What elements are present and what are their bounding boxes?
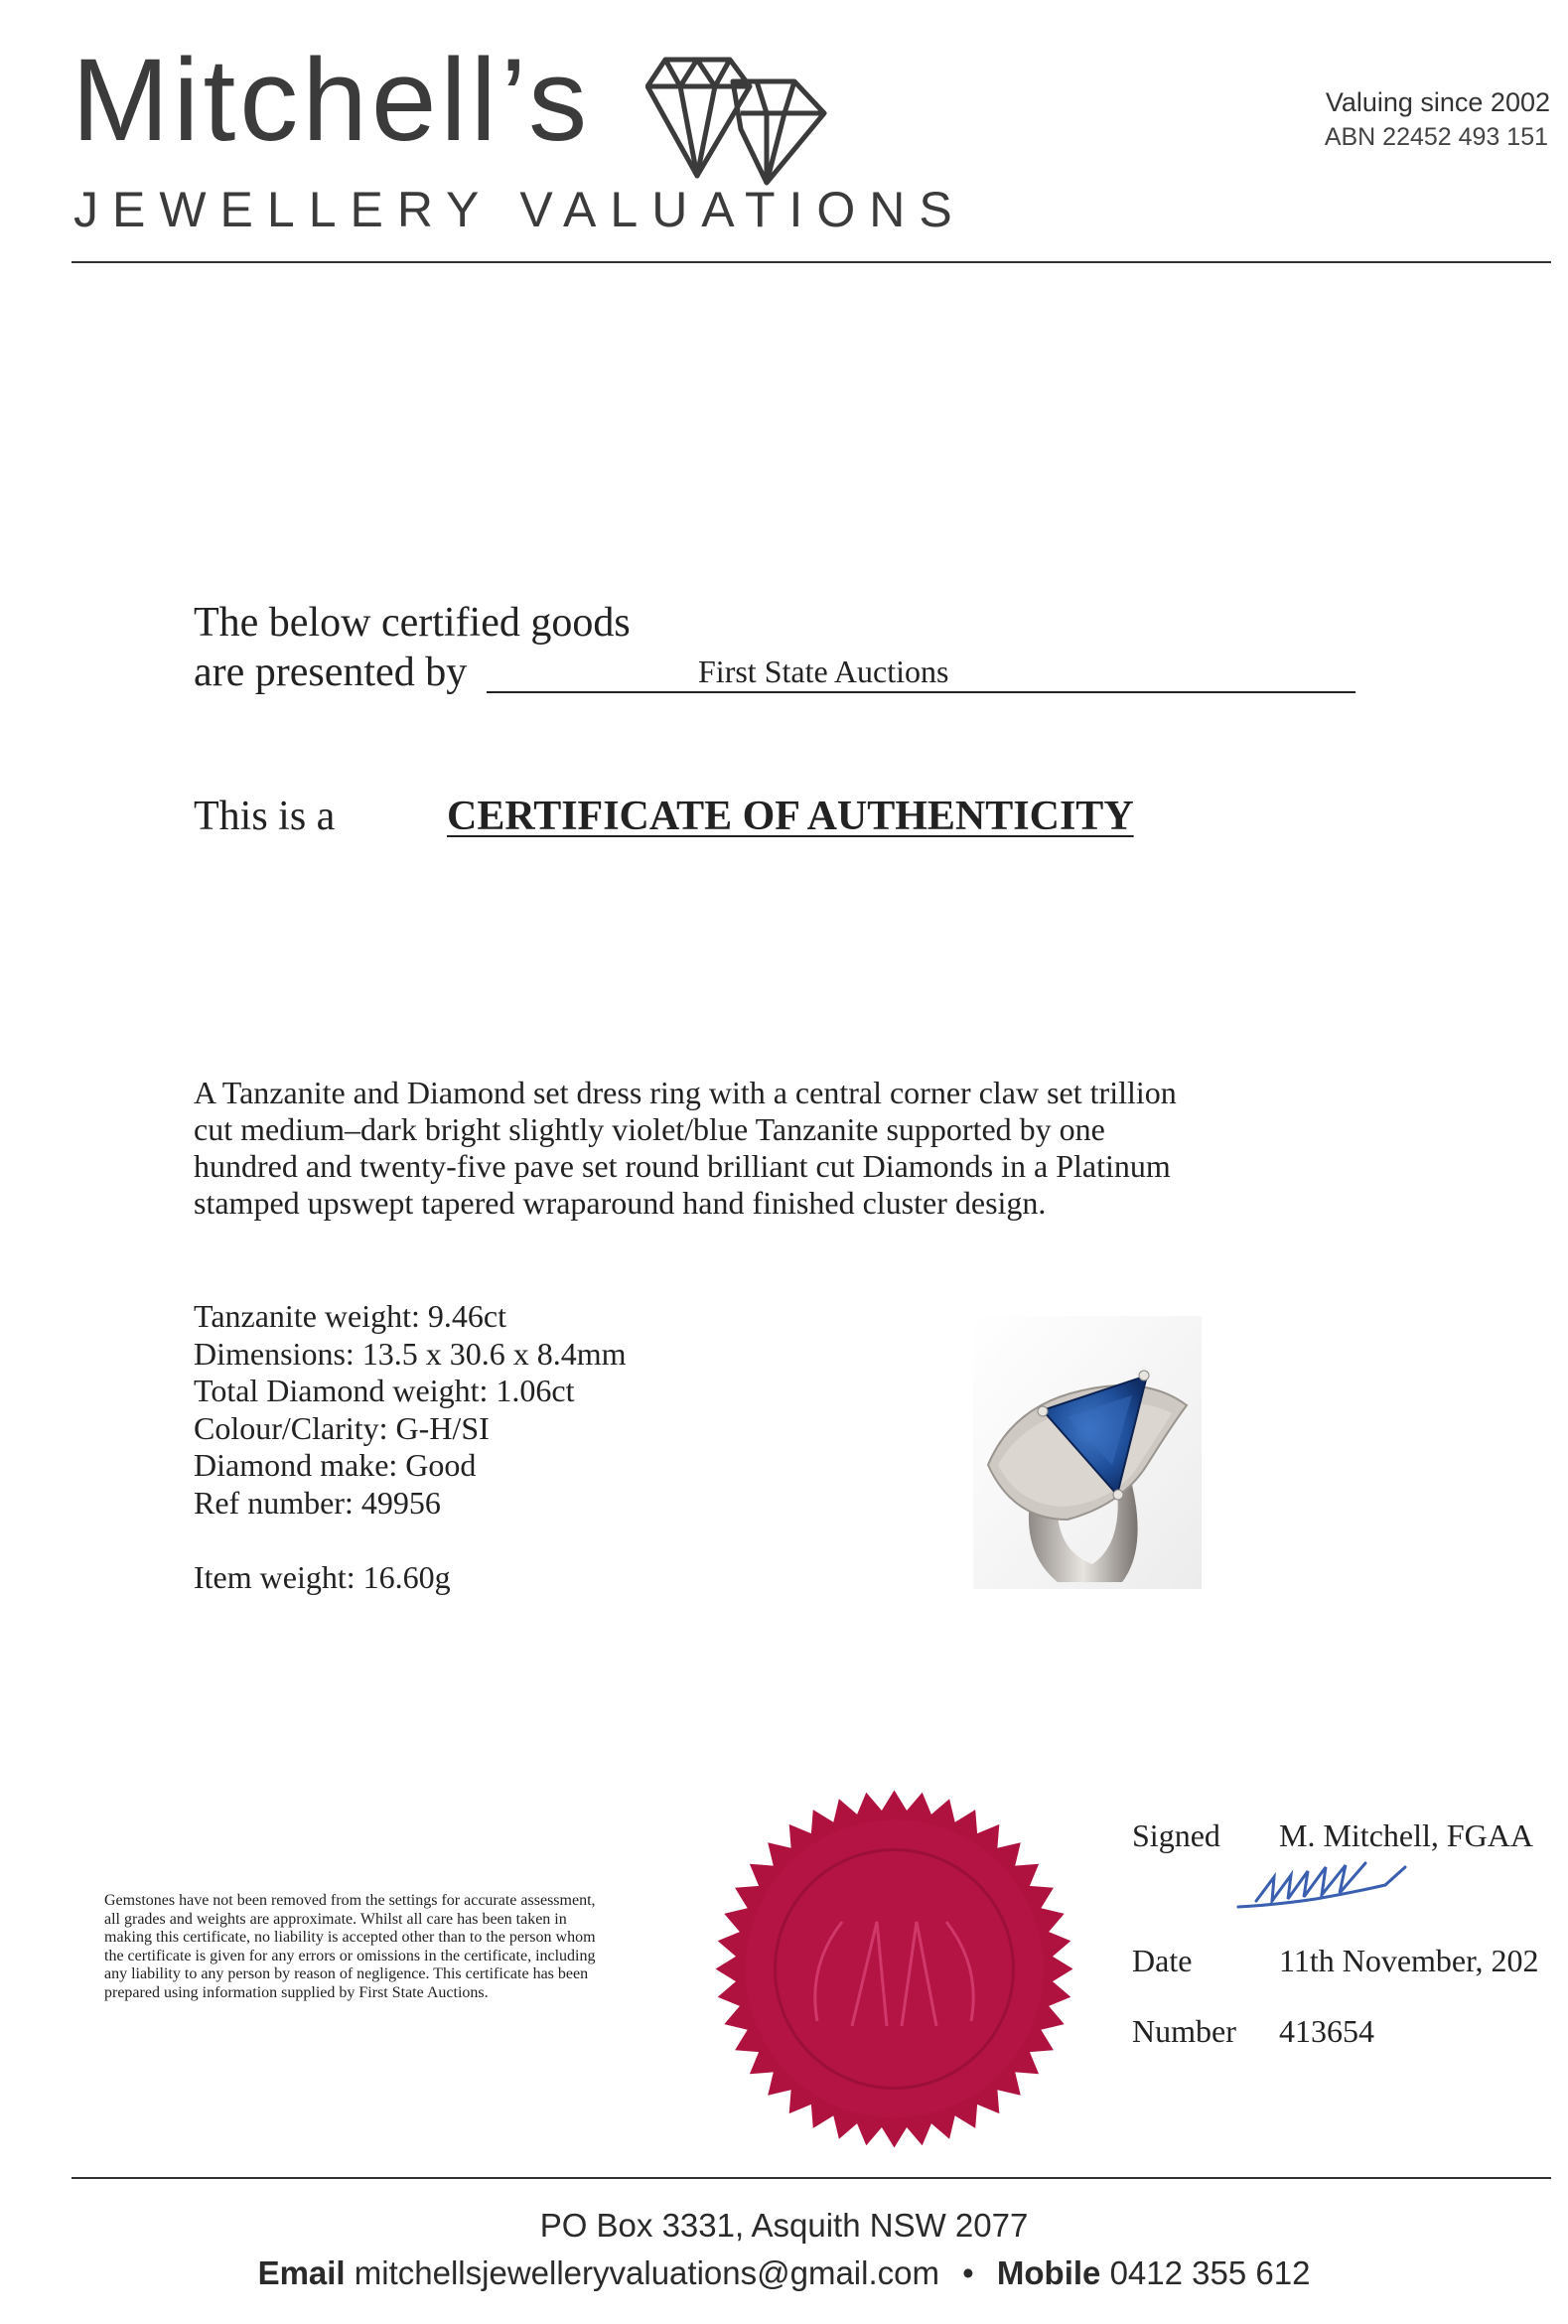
ring-photo — [973, 1316, 1202, 1589]
item-description: A Tanzanite and Diamond set dress ring with a central corner claw set trillion cut medium–dark bright slightly violet/blue Tanzanite supported by one hundred and twenty-five pave set round brilliant cut Diamonds in a Platinum stamped upswept tapered wraparound hand finished cluster design. — [194, 1075, 1177, 1221]
valuing-since: Valuing since 2002 — [1325, 87, 1550, 117]
mobile-number[interactable]: 0412 355 612 — [1109, 2254, 1311, 2291]
abn-number: ABN 22452 493 151 — [1324, 123, 1548, 151]
intro-line-2: are presented by — [194, 650, 468, 695]
separator-bullet: • — [962, 2254, 974, 2291]
presenter-name: First State Auctions — [698, 654, 949, 689]
footer-divider — [71, 2177, 1551, 2179]
number-label: Number — [1132, 2013, 1236, 2049]
wax-seal — [713, 1788, 1075, 2150]
footer-address: PO Box 3331, Asquith NSW 2077 — [539, 2207, 1029, 2244]
spec-dimensions: Dimensions: 13.5 x 30.6 x 8.4mm — [194, 1335, 627, 1372]
handwritten-signature — [1236, 1859, 1420, 1917]
diamond-logo-icon — [645, 52, 829, 186]
spec-diamond-make: Diamond make: Good — [194, 1447, 477, 1483]
disclaimer-text: Gemstones have not been removed from the settings for accurate assessment, all grades and weights are approximate. Whilst all care has been taken in making this certificate, no liability is accepted other than to the person whom the certificate is given for any errors or omissions in the certificate, including any liability to any person by reason of negligence. This certificate has been prepared using information supplied by First State Auctions. — [104, 1892, 596, 2001]
signed-label: Signed — [1132, 1817, 1220, 1853]
presented-by-text — [194, 598, 631, 697]
email-label: Email — [257, 2254, 346, 2291]
email-address[interactable]: mitchellsjewelleryvaluations@gmail.com — [354, 2254, 939, 2291]
spec-colour-clarity: Colour/Clarity: G-H/SI — [194, 1409, 490, 1446]
signer-name: M. Mitchell, FGAA — [1279, 1817, 1533, 1853]
spec-ref-number: Ref number: 49956 — [194, 1484, 441, 1521]
footer-contact — [0, 2254, 1568, 2292]
spec-diamond-weight: Total Diamond weight: 1.06ct — [194, 1373, 575, 1408]
certificate-prefix: This is a — [194, 794, 336, 839]
header-divider — [71, 261, 1551, 263]
date-label: Date — [1132, 1943, 1193, 1978]
spec-tanzanite-weight: Tanzanite weight: 9.46ct — [194, 1298, 506, 1334]
certificate-title: CERTIFICATE OF AUTHENTICITY — [447, 794, 1134, 839]
presenter-underline — [487, 691, 1355, 693]
brand-subtitle: JEWELLERY VALUATIONS — [73, 182, 966, 237]
mobile-label: Mobile — [996, 2254, 1101, 2291]
item-weight: Item weight: 16.60g — [194, 1559, 451, 1595]
brand-name: Mitchell’s — [71, 35, 592, 166]
date-value: 11th November, 202 — [1279, 1943, 1539, 1978]
intro-line-1: The below certified goods — [194, 600, 631, 646]
certificate-number: 413654 — [1279, 2013, 1374, 2049]
specifications-list — [194, 1298, 627, 1522]
